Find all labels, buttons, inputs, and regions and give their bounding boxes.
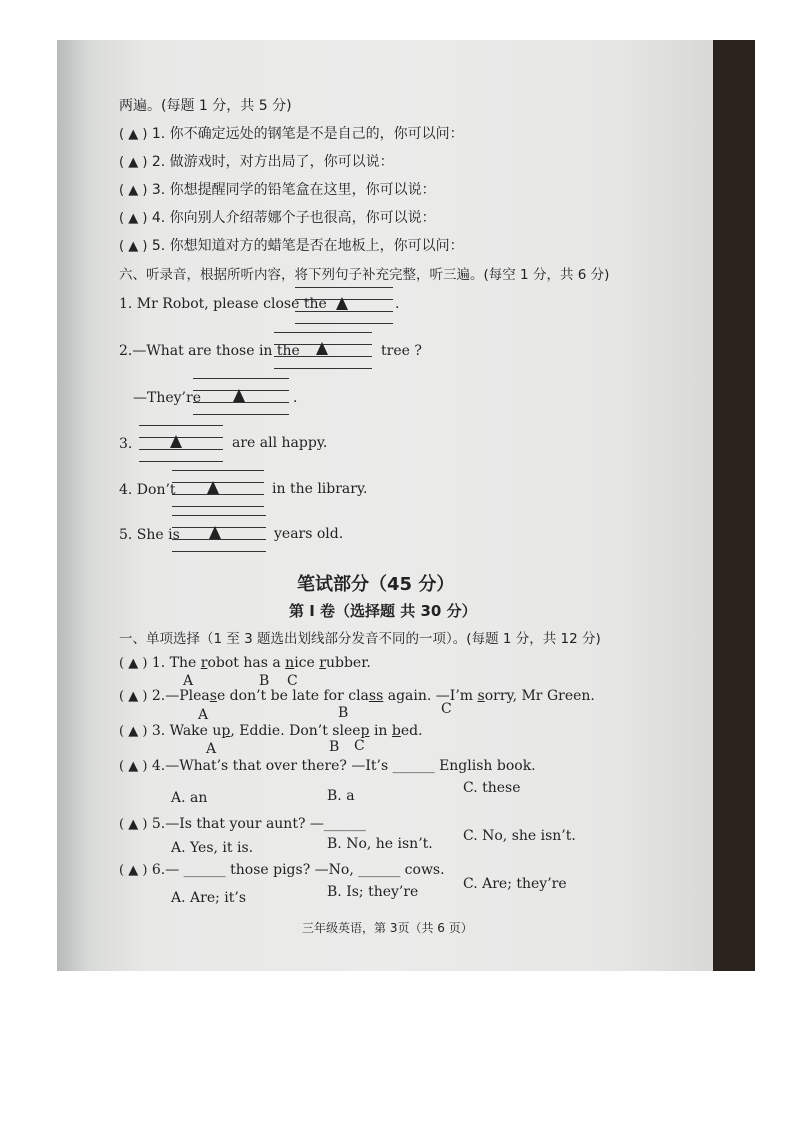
option-b: B. No, he isn’t.	[327, 836, 433, 852]
text: obot has a	[207, 655, 286, 671]
option-c: C. these	[463, 780, 521, 796]
option-label-a: A	[198, 707, 209, 723]
underlined-letter-c: r	[319, 655, 326, 671]
underlined-letter-b: ss	[368, 688, 384, 704]
option-b: B. a	[327, 788, 355, 804]
answer-blank[interactable]: ( ▲ )	[119, 239, 148, 254]
underlined-letter-a: p	[221, 723, 231, 739]
choice-q5	[119, 816, 366, 832]
writing-line	[193, 414, 289, 415]
option-label-b: B	[329, 739, 340, 755]
section1-title: 一、单项选择（1 至 3 题选出划线部分发音不同的一项）。(每题 1 分，共 12 分)	[119, 631, 601, 647]
writing-line	[295, 311, 393, 312]
option-label-b: B	[259, 673, 270, 689]
text: orry, Mr Green.	[484, 688, 595, 704]
part6-q1-suffix: .	[395, 296, 400, 312]
writing-line	[274, 356, 372, 357]
underlined-letter-c: s	[477, 688, 485, 704]
exam-page-photo	[57, 40, 755, 971]
option-a: A. Yes, it is.	[171, 840, 254, 856]
question-text: 4.—What’s that over there? —It’s ______ English book.	[151, 758, 536, 774]
text: 2.—Plea	[151, 688, 210, 704]
text: again. —I’m	[383, 688, 478, 704]
question-text: 2. 做游戏时，对方出局了，你可以说：	[151, 154, 394, 170]
option-label-c: C	[354, 738, 365, 754]
option-c: C. Are; they’re	[463, 876, 567, 892]
part5-item-2	[119, 151, 394, 171]
option-label-a: A	[183, 673, 194, 689]
choice-q1	[119, 655, 371, 671]
answer-blank[interactable]: ( ▲ )	[119, 863, 148, 878]
choice-q6	[119, 862, 445, 878]
option-label-c: C	[287, 673, 298, 689]
answer-blank-marker[interactable]	[316, 342, 328, 355]
choice-q4	[119, 758, 536, 774]
text: ice	[294, 655, 320, 671]
writing-line	[139, 449, 223, 450]
question-text: 1. 你不确定远处的钢笔是不是自己的，你可以问：	[151, 126, 464, 142]
text: ubber.	[325, 655, 371, 671]
part6-q2-suffix: tree ?	[381, 343, 422, 359]
part6-q3-prefix: 3.	[119, 436, 133, 452]
part5-item-4	[119, 207, 436, 227]
option-label-a: A	[206, 741, 217, 757]
choice-q2	[119, 688, 595, 704]
writing-line	[172, 494, 264, 495]
choice-q3	[119, 723, 423, 739]
part6-q5-prefix: 5. She is	[119, 527, 180, 543]
text: , Eddie. Don’t slee	[230, 723, 361, 739]
underlined-letter-c: b	[391, 723, 401, 739]
writing-line	[193, 378, 289, 379]
option-b: B. Is; they’re	[327, 884, 419, 900]
writing-line	[172, 470, 264, 471]
option-c: C. No, she isn’t.	[463, 828, 576, 844]
part6-q4-prefix: 4. Don’t	[119, 482, 176, 498]
part6-q2b-prefix: —They’re	[133, 390, 201, 406]
writing-line	[139, 461, 223, 462]
written-part-title: 笔试部分（45 分）	[297, 574, 455, 595]
writing-line	[295, 287, 393, 288]
question-text: 3. 你想提醒同学的铅笔盒在这里，你可以说：	[151, 182, 436, 198]
writing-line	[172, 539, 266, 540]
option-a: A. Are; it’s	[171, 890, 247, 906]
question-text: 5. 你想知道对方的蜡笔是否在地板上，你可以问：	[151, 238, 464, 254]
part6-q5-suffix: years old.	[274, 526, 344, 542]
part6-q3-suffix: are all happy.	[232, 435, 328, 451]
text: e don’t be late for cla	[216, 688, 369, 704]
question-text: 5.—Is that your aunt? —______	[151, 816, 366, 832]
part5-instruction-tail: 两遍。(每题 1 分，共 5 分)	[119, 98, 292, 114]
text: in	[369, 723, 392, 739]
underlined-letter-b: n	[285, 655, 295, 671]
writing-line	[172, 551, 266, 552]
part6-q2-prefix: 2.—What are those in the	[119, 343, 300, 359]
writing-line	[274, 368, 372, 369]
page-footer: 三年级英语，第 3页（共 6 页）	[302, 921, 473, 935]
answer-blank-marker[interactable]	[209, 526, 221, 539]
answer-blank-marker[interactable]	[170, 435, 182, 448]
question-text: 4. 你向别人介绍蒂娜个子也很高，你可以说：	[151, 210, 436, 226]
part6-q4-suffix: in the library.	[272, 481, 368, 497]
answer-blank[interactable]: ( ▲ )	[119, 759, 148, 774]
answer-blank-marker[interactable]	[207, 481, 219, 494]
part6-q1-prefix: 1. Mr Robot, please close the	[119, 296, 327, 312]
answer-blank[interactable]: ( ▲ )	[119, 656, 148, 671]
text: ed.	[400, 723, 423, 739]
volume-1-subtitle: 第 I 卷（选择题 共 30 分）	[289, 602, 477, 620]
answer-blank[interactable]: ( ▲ )	[119, 155, 148, 170]
text: 1. The	[151, 655, 201, 671]
answer-blank[interactable]: ( ▲ )	[119, 817, 148, 832]
part5-item-5	[119, 235, 464, 255]
part6-title: 六、听录音，根据所听内容，将下列句子补充完整，听三遍。(每空 1 分，共 6 分)	[119, 267, 610, 283]
part5-item-3	[119, 179, 436, 199]
text: 3. Wake u	[151, 723, 222, 739]
writing-line	[295, 323, 393, 324]
answer-blank-marker[interactable]	[233, 389, 245, 402]
question-text: 6.— ______ those pigs? —No, ______ cows.	[151, 862, 445, 878]
writing-line	[139, 425, 223, 426]
answer-blank[interactable]: ( ▲ )	[119, 183, 148, 198]
answer-blank[interactable]: ( ▲ )	[119, 211, 148, 226]
part6-q2b-suffix: .	[293, 390, 298, 406]
writing-line	[172, 506, 264, 507]
writing-line	[193, 402, 289, 403]
underlined-letter-b: p	[360, 723, 370, 739]
writing-line	[172, 515, 266, 516]
writing-line	[274, 332, 372, 333]
underlined-letter-a: r	[200, 655, 208, 671]
underlined-letter-a: s	[209, 688, 217, 704]
option-a: A. an	[171, 790, 208, 806]
exam-paper	[57, 40, 713, 971]
option-label-c: C	[441, 701, 452, 717]
part5-item-1	[119, 123, 464, 143]
answer-blank[interactable]: ( ▲ )	[119, 689, 148, 704]
answer-blank[interactable]: ( ▲ )	[119, 724, 148, 739]
answer-blank-marker[interactable]	[336, 297, 348, 310]
option-label-b: B	[338, 705, 349, 721]
answer-blank[interactable]: ( ▲ )	[119, 127, 148, 142]
